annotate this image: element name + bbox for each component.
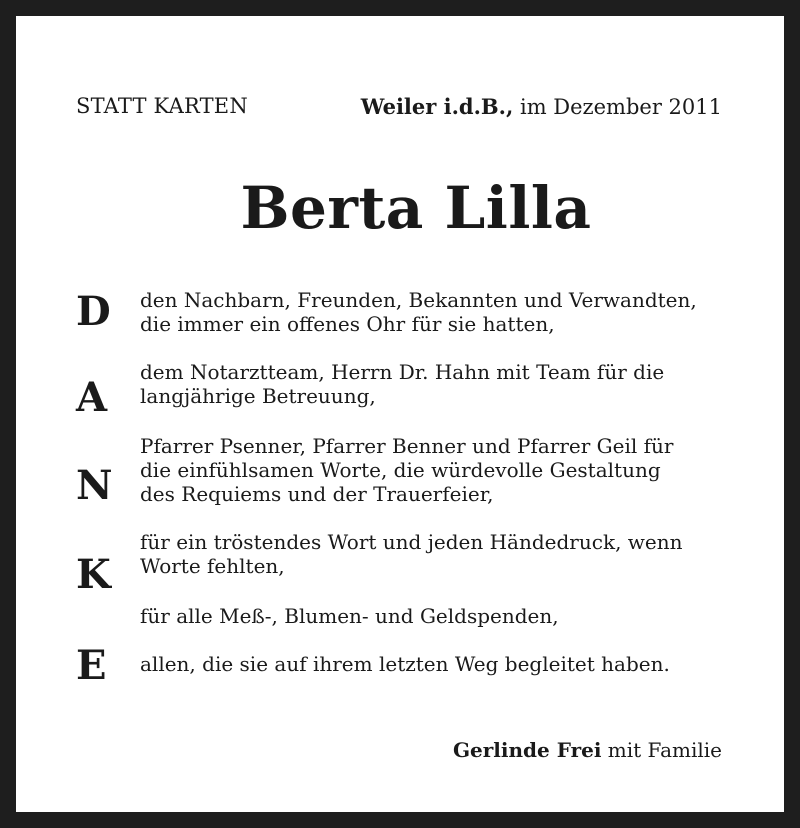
thanks-paragraph-all	[140, 652, 780, 676]
paragraph-line: für alle Meß-, Blumen- und Geldspenden,	[140, 604, 559, 628]
paragraph-line: dem Notarztteam, Herrn Dr. Hahn mit Team für die	[140, 360, 665, 384]
paragraph-line: des Requiems und der Trauerfeier,	[140, 482, 494, 506]
header-place: Weiler i.d.B.,	[360, 94, 514, 119]
dank-letter-n: N	[76, 462, 113, 509]
paragraph-line: für ein tröstendes Wort und jeden Händedruck, wenn	[140, 530, 683, 554]
dank-letter-e: E	[76, 642, 107, 689]
paragraph-line: Worte fehlten,	[140, 554, 285, 578]
paragraph-line: die immer ein offenes Ohr für sie hatten,	[140, 312, 555, 336]
paragraph-line: allen, die sie auf ihrem letzten Weg begleitet haben.	[140, 652, 670, 676]
header-place-date	[361, 94, 722, 119]
thanks-paragraph-donations	[140, 604, 780, 628]
paragraph-line: langjährige Betreuung,	[140, 384, 376, 408]
signature	[453, 738, 722, 762]
thanks-paragraph-neighbors	[140, 288, 780, 336]
dank-letter-a: A	[76, 374, 108, 421]
signer-suffix: mit Familie	[607, 738, 722, 762]
thanks-paragraph-condolences	[140, 530, 780, 578]
deceased-name: Berta Lilla	[240, 174, 592, 242]
paragraph-line: Pfarrer Psenner, Pfarrer Benner und Pfarrer Geil für	[140, 434, 674, 458]
dank-letter-k: K	[76, 551, 111, 598]
thanks-paragraph-pastors	[140, 434, 780, 506]
paragraph-line: den Nachbarn, Freunden, Bekannten und Verwandten,	[140, 288, 697, 312]
dank-letter-d: D	[76, 288, 111, 335]
header-statt-karten: STATT KARTEN	[76, 94, 248, 118]
thanks-paragraph-doctors	[140, 360, 780, 408]
signer-name: Gerlinde Frei	[452, 738, 602, 762]
paragraph-line: die einfühlsamen Worte, die würdevolle Gestaltung	[140, 458, 661, 482]
header-date: im Dezember 2011	[519, 95, 722, 119]
